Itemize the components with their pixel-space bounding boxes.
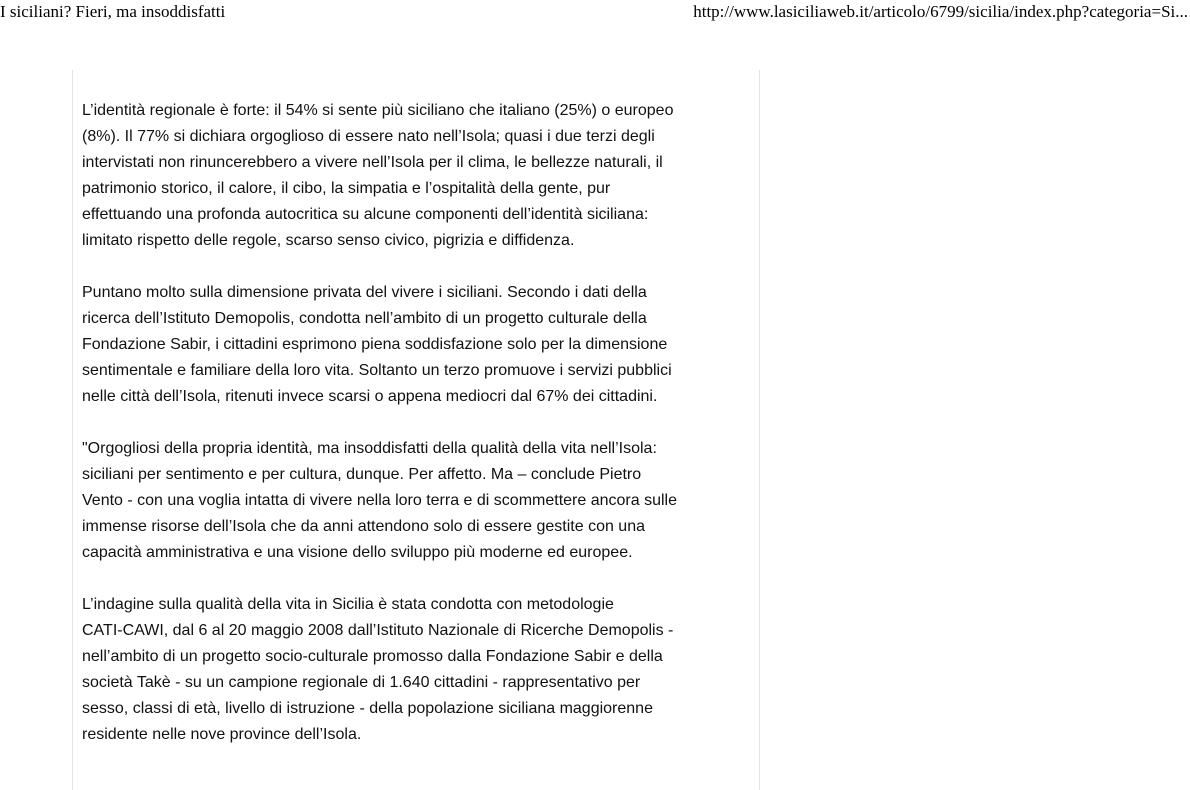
page-title: I siciliani? Fieri, ma insoddisfatti: [0, 2, 226, 21]
print-header: [0, 0, 1190, 26]
paragraph-line: nelle città dell’Isola, ritenuti invece scarsi o appena mediocri dal 67% dei cittadini.: [82, 388, 658, 405]
paragraph-line: capacità amministrativa e una visione dello sviluppo più moderne ed europee.: [82, 544, 633, 561]
article-paragraph: [82, 98, 754, 254]
article-paragraph: [82, 280, 754, 410]
paragraph-line: limitato rispetto delle regole, scarso senso civico, pigrizia e diffidenza.: [82, 232, 575, 249]
paragraph-line: Vento - con una voglia intatta di vivere nella loro terra e di scommettere ancora sulle: [82, 492, 677, 509]
article-column: [72, 70, 760, 790]
paragraph-line: residente nelle nove province dell’Isola.: [82, 726, 362, 743]
paragraph-line: nell’ambito di un progetto socio-culturale promosso dalla Fondazione Sabir e della: [82, 648, 663, 665]
page-url[interactable]: http://www.lasiciliaweb.it/articolo/6799/sicilia/index.php?categoria=Si...: [693, 2, 1188, 21]
paragraph-line: ricerca dell’Istituto Demopolis, condotta nell’ambito di un progetto culturale della: [82, 310, 647, 327]
paragraph-line: sesso, classi di età, livello di istruzione - della popolazione siciliana maggiorenne: [82, 700, 653, 717]
article-paragraph: [82, 436, 754, 566]
paragraph-line: società Takè - su un campione regionale di 1.640 cittadini - rappresentativo per: [82, 674, 641, 691]
paragraph-line: Puntano molto sulla dimensione privata del vivere i siciliani. Secondo i dati della: [82, 284, 647, 301]
paragraph-line: immense risorse dell’Isola che da anni attendono solo di essere gestite con una: [82, 518, 645, 535]
paragraph-line: intervistati non rinuncerebbero a vivere nell’Isola per il clima, le bellezze naturali, il: [82, 154, 663, 171]
paragraph-line: CATI-CAWI, dal 6 al 20 maggio 2008 dall’Istituto Nazionale di Ricerche Demopolis -: [82, 622, 674, 639]
article-body: [82, 98, 754, 774]
paragraph-line: siciliani per sentimento e per cultura, dunque. Per affetto. Ma – conclude Pietro: [82, 466, 642, 483]
paragraph-line: Fondazione Sabir, i cittadini esprimono piena soddisfazione solo per la dimensione: [82, 336, 668, 353]
paragraph-line: "Orgogliosi della propria identità, ma insoddisfatti della qualità della vita nell’Isola:: [82, 440, 657, 457]
article-paragraph: [82, 592, 754, 748]
paragraph-line: L’indagine sulla qualità della vita in Sicilia è stata condotta con metodologie: [82, 596, 614, 613]
paragraph-line: sentimentale e familiare della loro vita. Soltanto un terzo promuove i servizi pubblici: [82, 362, 672, 379]
paragraph-line: L’identità regionale è forte: il 54% si sente più siciliano che italiano (25%) o europeo: [82, 102, 674, 119]
paragraph-line: (8%). Il 77% si dichiara orgoglioso di essere nato nell’Isola; quasi i due terzi degli: [82, 128, 655, 145]
paragraph-line: patrimonio storico, il calore, il cibo, la simpatia e l’ospitalità della gente, pur: [82, 180, 611, 197]
paragraph-line: effettuando una profonda autocritica su alcune componenti dell’identità siciliana:: [82, 206, 649, 223]
